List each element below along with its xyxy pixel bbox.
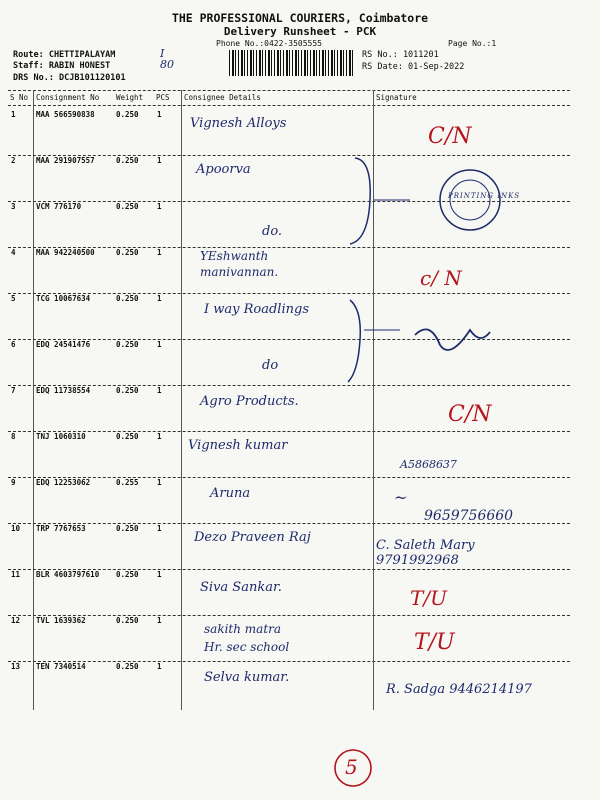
row-signature: T/U	[414, 630, 455, 655]
row-sno: 7	[11, 386, 16, 395]
row-consignment: TCG 10067634	[36, 294, 91, 303]
row-consignee: Vignesh Alloys	[190, 116, 287, 131]
row-weight: 0.250	[116, 248, 139, 257]
table-row	[0, 478, 600, 524]
header-top-rule	[8, 90, 570, 91]
row-sno: 12	[11, 616, 21, 625]
route-label: Route: CHETTIPALAYAM	[13, 50, 116, 60]
row-signature: 9659756660	[424, 508, 514, 524]
table-row	[0, 340, 600, 386]
col-details: Consignee Details	[184, 93, 261, 102]
rs-number: RS No.: 1011201	[362, 50, 439, 60]
row-consignee: Siva Sankar.	[200, 580, 282, 595]
row-weight: 0.250	[116, 110, 139, 119]
row-sno: 5	[11, 294, 16, 303]
row-consignee: Dezo Praveen Raj	[194, 530, 311, 545]
row-weight: 0.250	[116, 202, 139, 211]
row-consignee: Aruna	[210, 486, 251, 501]
row-consignment: TRP 7767653	[36, 524, 86, 533]
handwritten-count: I 80	[160, 47, 174, 71]
row-consignment: EDQ 11738554	[36, 386, 91, 395]
row-consignee: sakith matra Hr. sec school	[204, 622, 290, 654]
row-consignee: do.	[262, 224, 283, 239]
row-weight: 0.250	[116, 294, 139, 303]
row-pcs: 1	[157, 432, 162, 441]
row-weight: 0.250	[116, 524, 139, 533]
row-pcs: 1	[157, 248, 162, 257]
row-sno: 10	[11, 524, 21, 533]
row-pcs: 1	[157, 386, 162, 395]
row-consignee: Vignesh kumar	[188, 438, 288, 453]
stamp-text: PRINTING INKS	[448, 192, 521, 200]
company-title: THE PROFESSIONAL COURIERS, Coimbatore	[171, 11, 429, 25]
row-weight: 0.250	[116, 570, 139, 579]
table-row	[0, 616, 600, 662]
row-pcs: 1	[157, 478, 162, 487]
barcode	[229, 50, 353, 76]
row-consignment: MAA 942240500	[36, 248, 95, 257]
table-row	[0, 248, 600, 294]
table-row	[0, 570, 600, 616]
row-pcs: 1	[157, 340, 162, 349]
row-signature: c/ N	[420, 266, 462, 290]
table-row	[0, 202, 600, 248]
row-consignee: YEshwanth manivannan.	[200, 249, 279, 279]
row-pcs: 1	[157, 662, 162, 671]
circled-total: 5	[345, 755, 358, 779]
col-pcs: PCS	[156, 93, 170, 102]
header-bottom-rule	[8, 105, 570, 106]
row-sno: 4	[11, 248, 16, 257]
table-row	[0, 524, 600, 570]
row-signature: C/N	[448, 402, 492, 427]
row-sno: 2	[11, 156, 16, 165]
row-pcs: 1	[157, 294, 162, 303]
row-consignee: I way Roadlings	[204, 302, 309, 317]
staff-label: Staff: RABIN HONEST	[13, 61, 111, 71]
row-consignee: do	[262, 358, 279, 373]
table-row	[0, 432, 600, 478]
row-sno: 8	[11, 432, 16, 441]
row-signature: R. Sadga 9446214197	[386, 682, 532, 697]
row-pcs: 1	[157, 110, 162, 119]
row-sno: 9	[11, 478, 16, 487]
row-sno: 6	[11, 340, 16, 349]
row-signature: T/U	[410, 586, 447, 610]
row-signature: C. Saleth Mary 9791992968	[376, 538, 475, 568]
row-sno: 3	[11, 202, 16, 211]
rs-date: RS Date: 01-Sep-2022	[362, 62, 465, 72]
col-signature: Signature	[376, 93, 417, 102]
row-signature-mark: ~	[394, 488, 408, 507]
row-consignment: TNJ 1060310	[36, 432, 86, 441]
row-pcs: 1	[157, 202, 162, 211]
runsheet-title: Delivery Runsheet - PCK	[223, 25, 377, 38]
row-sno: 13	[11, 662, 21, 671]
phone-number: Phone No.:0422-3505555	[216, 39, 322, 48]
row-consignment: TVL 1639362	[36, 616, 86, 625]
row-consignee: Apoorva	[196, 162, 251, 177]
row-consignment: MAA 566590838	[36, 110, 95, 119]
row-consignee: Agro Products.	[200, 394, 299, 409]
row-pcs: 1	[157, 524, 162, 533]
row-consignee: Selva kumar.	[204, 670, 290, 685]
row-consignment: EDQ 12253062	[36, 478, 91, 487]
row-weight: 0.250	[116, 386, 139, 395]
col-sno: S No	[10, 93, 29, 102]
row-weight: 0.250	[116, 340, 139, 349]
row-signature: C/N	[428, 124, 472, 149]
row-pcs: 1	[157, 616, 162, 625]
page-number: Page No.:1	[448, 39, 497, 48]
row-sno: 1	[11, 110, 16, 119]
row-weight: 0.250	[116, 662, 139, 671]
row-signature-note: A5868637	[400, 458, 457, 471]
row-pcs: 1	[157, 156, 162, 165]
col-consignment: Consignment No	[36, 93, 100, 102]
row-consignment: VCM 776170	[36, 202, 82, 211]
table-row	[0, 386, 600, 432]
row-pcs: 1	[157, 570, 162, 579]
row-consignment: EDQ 24541476	[36, 340, 91, 349]
row-sno: 11	[11, 570, 21, 579]
col-weight: Weight	[116, 93, 144, 102]
row-weight: 0.250	[116, 156, 139, 165]
row-consignment: MAA 291907557	[36, 156, 95, 165]
row-weight: 0.250	[116, 616, 139, 625]
table-row	[0, 110, 600, 156]
drs-number: DRS No.: DCJB101120101	[13, 73, 126, 83]
row-consignment: BLR 4603797610	[36, 570, 100, 579]
row-consignment: TEN 7340514	[36, 662, 86, 671]
row-weight: 0.250	[116, 432, 139, 441]
table-row	[0, 294, 600, 340]
row-weight: 0.255	[116, 478, 139, 487]
table-row	[0, 662, 600, 708]
